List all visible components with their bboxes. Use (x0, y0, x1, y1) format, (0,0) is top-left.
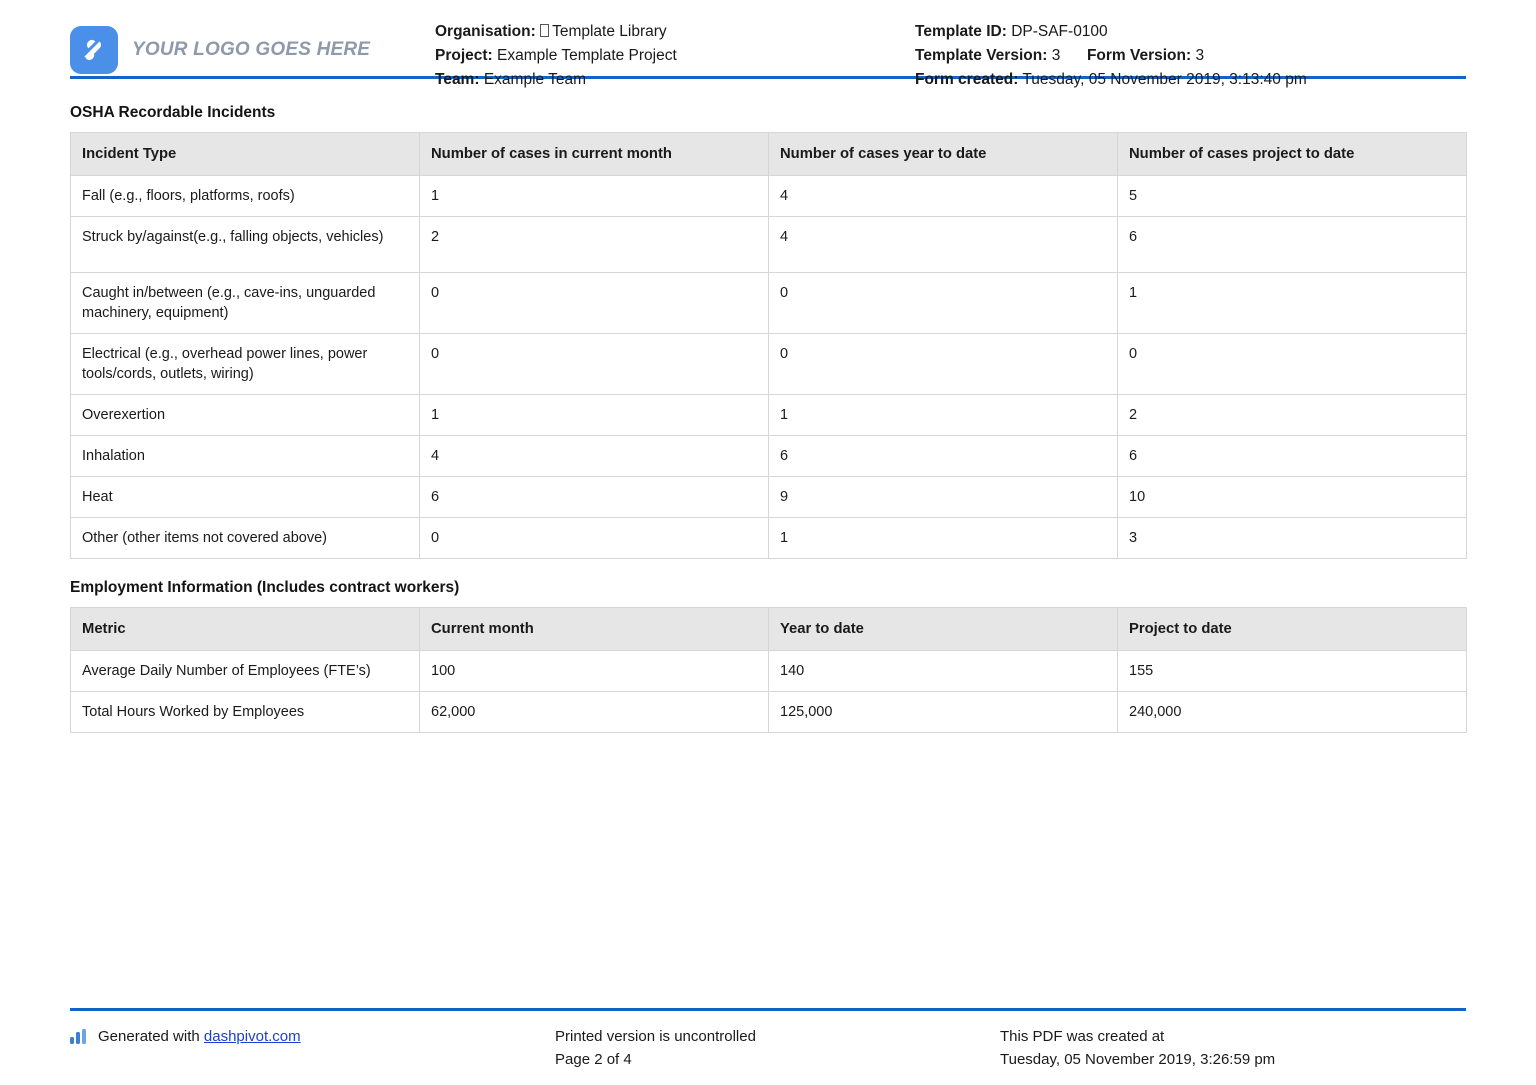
footer-generated-block (70, 1025, 555, 1071)
meta-template-version-value: 3 (1051, 47, 1061, 64)
meta-template-id-label: Template ID: (915, 23, 1007, 40)
incident-year-to-date-cell: 4 (769, 217, 1118, 273)
document-footer (70, 1008, 1466, 1071)
employment-current-month-cell: 100 (420, 651, 769, 692)
incident-current-month-cell: 0 (420, 334, 769, 395)
employment-current-month-cell: 62,000 (420, 692, 769, 733)
employment-col-metric: Metric (71, 608, 420, 651)
meta-template-version-label: Template Version: (915, 47, 1048, 64)
incident-type-cell: Electrical (e.g., overhead power lines, power tools/cords, outlets, wiring) (71, 334, 420, 395)
incident-project-to-date-cell: 2 (1118, 395, 1467, 436)
employment-year-to-date-cell: 125,000 (769, 692, 1118, 733)
meta-team-value: Example Team (483, 71, 587, 88)
incident-project-to-date-cell: 6 (1118, 217, 1467, 273)
meta-project (435, 46, 915, 67)
incident-type-cell: Struck by/against(e.g., falling objects, vehicles) (71, 217, 420, 273)
meta-template-id (915, 22, 1466, 43)
table-row (71, 477, 1467, 518)
meta-organisation-label: Organisation: (435, 23, 536, 40)
footer-printed-block (555, 1025, 1000, 1071)
meta-form-version-label: Form Version: (1086, 47, 1192, 64)
employment-metric-cell: Average Daily Number of Employees (FTE’s) (71, 651, 420, 692)
incident-current-month-cell: 1 (420, 176, 769, 217)
footer-created-line1: This PDF was created at (1000, 1028, 1165, 1045)
missing-glyph-icon (540, 24, 549, 37)
meta-form-created-label: Form created: (915, 71, 1019, 88)
incident-type-cell: Fall (e.g., floors, platforms, roofs) (71, 176, 420, 217)
incident-project-to-date-cell: 10 (1118, 477, 1467, 518)
employment-project-to-date-cell: 240,000 (1118, 692, 1467, 733)
company-logo-icon (70, 26, 118, 74)
incident-type-cell: Other (other items not covered above) (71, 518, 420, 559)
meta-organisation (435, 22, 915, 43)
incident-year-to-date-cell: 9 (769, 477, 1118, 518)
table-row (71, 436, 1467, 477)
footer-printed-line1: Printed version is uncontrolled (555, 1028, 756, 1045)
incidents-col-project-to-date: Number of cases project to date (1118, 133, 1467, 176)
meta-project-value: Example Template Project (497, 47, 677, 64)
employment-section-title: Employment Information (Includes contract workers) (70, 579, 460, 596)
meta-form-created (915, 70, 1466, 91)
table-row (71, 273, 1467, 334)
incident-current-month-cell: 0 (420, 518, 769, 559)
employment-col-current-month: Current month (420, 608, 769, 651)
employment-col-project-to-date: Project to date (1118, 608, 1467, 651)
table-row (71, 692, 1467, 733)
incidents-col-current-month: Number of cases in current month (420, 133, 769, 176)
employment-metric-cell: Total Hours Worked by Employees (71, 692, 420, 733)
logo-block (70, 22, 435, 74)
incidents-section-title: OSHA Recordable Incidents (70, 104, 276, 121)
employment-year-to-date-cell: 140 (769, 651, 1118, 692)
incident-current-month-cell: 2 (420, 217, 769, 273)
footer-generated-prefix: Generated with (98, 1028, 204, 1045)
table-row (71, 518, 1467, 559)
table-row (71, 217, 1467, 273)
incident-type-cell: Overexertion (71, 395, 420, 436)
incident-year-to-date-cell: 0 (769, 273, 1118, 334)
incident-project-to-date-cell: 1 (1118, 273, 1467, 334)
employment-project-to-date-cell: 155 (1118, 651, 1467, 692)
incident-current-month-cell: 4 (420, 436, 769, 477)
table-row (71, 176, 1467, 217)
incident-type-cell: Heat (71, 477, 420, 518)
incidents-table-body (71, 176, 1467, 559)
table-row (71, 651, 1467, 692)
incident-project-to-date-cell: 3 (1118, 518, 1467, 559)
footer-generated-text (98, 1025, 301, 1048)
header-meta-right (915, 22, 1466, 94)
employment-table-header-row (71, 608, 1467, 651)
bar-chart-icon (70, 1028, 89, 1051)
logo-text: YOUR LOGO GOES HERE (132, 39, 371, 60)
footer-created-timestamp: Tuesday, 05 November 2019, 3:26:59 pm (1000, 1051, 1276, 1068)
incident-project-to-date-cell: 5 (1118, 176, 1467, 217)
incident-year-to-date-cell: 1 (769, 518, 1118, 559)
document-header (70, 0, 1466, 88)
meta-form-created-value: Tuesday, 05 November 2019, 3:13:40 pm (1022, 71, 1307, 88)
dashpivot-link[interactable]: dashpivot.com (203, 1028, 301, 1045)
incidents-table-header-row (71, 133, 1467, 176)
incident-current-month-cell: 6 (420, 477, 769, 518)
meta-form-version-value: 3 (1195, 47, 1205, 64)
footer-divider (70, 1008, 1466, 1011)
footer-columns (70, 1025, 1466, 1071)
incident-year-to-date-cell: 1 (769, 395, 1118, 436)
footer-page-number: Page 2 of 4 (555, 1051, 632, 1068)
meta-team-label: Team: (435, 71, 480, 88)
meta-organisation-text: Template Library (552, 23, 667, 40)
meta-versions (915, 46, 1466, 67)
incident-year-to-date-cell: 0 (769, 334, 1118, 395)
meta-team (435, 70, 915, 91)
incident-current-month-cell: 0 (420, 273, 769, 334)
incident-type-cell: Inhalation (71, 436, 420, 477)
incident-year-to-date-cell: 4 (769, 176, 1118, 217)
employment-table (70, 607, 1467, 733)
incident-year-to-date-cell: 6 (769, 436, 1118, 477)
header-meta-left (435, 22, 915, 94)
meta-organisation-value (540, 23, 667, 40)
incidents-col-incident-type: Incident Type (71, 133, 420, 176)
table-row (71, 395, 1467, 436)
employment-col-year-to-date: Year to date (769, 608, 1118, 651)
incident-current-month-cell: 1 (420, 395, 769, 436)
incident-project-to-date-cell: 0 (1118, 334, 1467, 395)
meta-project-label: Project: (435, 47, 493, 64)
footer-created-block (1000, 1025, 1466, 1071)
incident-type-cell: Caught in/between (e.g., cave-ins, unguarded machinery, equipment) (71, 273, 420, 334)
incident-project-to-date-cell: 6 (1118, 436, 1467, 477)
table-row (71, 334, 1467, 395)
meta-template-id-value: DP-SAF-0100 (1011, 23, 1108, 40)
incidents-col-year-to-date: Number of cases year to date (769, 133, 1118, 176)
incidents-table (70, 132, 1467, 559)
employment-table-body (71, 651, 1467, 733)
